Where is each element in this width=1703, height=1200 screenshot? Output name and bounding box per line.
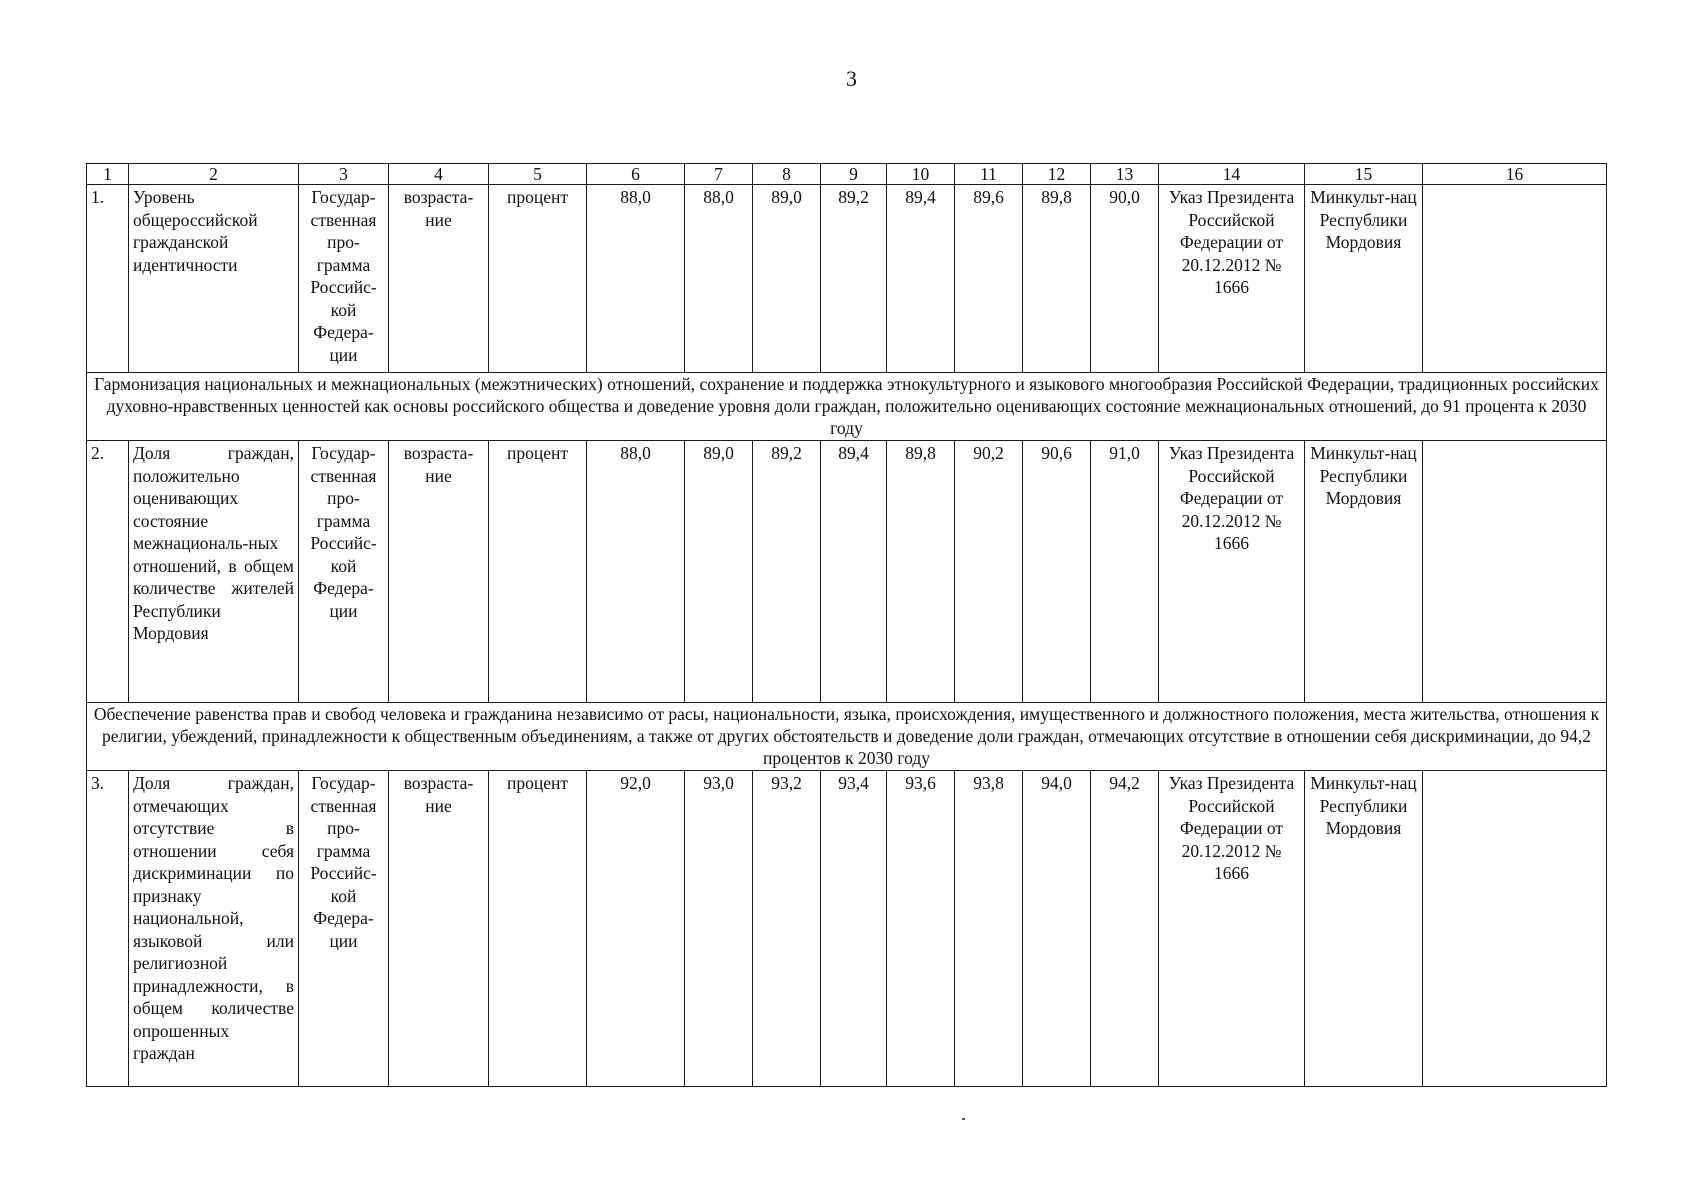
table-row (87, 185, 1607, 373)
value-cell: 90,2 (955, 441, 1023, 703)
trend: возраста-ние (389, 185, 489, 373)
column-number: 8 (753, 164, 821, 185)
row-number: 2. (87, 441, 129, 703)
value-cell: 93,8 (955, 771, 1023, 1087)
value-cell: 88,0 (587, 185, 685, 373)
page-number: 3 (846, 66, 857, 91)
value-cell: 93,4 (821, 771, 887, 1087)
column-number: 3 (299, 164, 389, 185)
column-number: 6 (587, 164, 685, 185)
value-cell: 89,6 (955, 185, 1023, 373)
value-cell: 89,8 (1023, 185, 1091, 373)
value-cell: 93,2 (753, 771, 821, 1087)
unit: процент (489, 185, 587, 373)
table-row (87, 441, 1607, 703)
value-cell: 94,0 (1023, 771, 1091, 1087)
column-number: 7 (685, 164, 753, 185)
value-cell: 89,4 (821, 441, 887, 703)
decree-reference: Указ Президента Российской Федерации от 20.12.2012 № 1666 (1159, 441, 1305, 703)
value-cell: 89,2 (753, 441, 821, 703)
column-number: 11 (955, 164, 1023, 185)
program-name: Государ-ственная про-грамма Российс-кой Федера-ции (299, 771, 389, 1087)
value-cell: 93,0 (685, 771, 753, 1087)
decree-reference: Указ Президента Российской Федерации от 20.12.2012 № 1666 (1159, 771, 1305, 1087)
column-number: 13 (1091, 164, 1159, 185)
indicator-name: Уровень общероссийской гражданской идентичности (129, 185, 299, 373)
responsible-ministry: Минкульт-нац Республики Мордовия (1305, 771, 1423, 1087)
unit: процент (489, 441, 587, 703)
unit: процент (489, 771, 587, 1087)
column-number: 9 (821, 164, 887, 185)
trend: возраста-ние (389, 441, 489, 703)
value-cell: 89,2 (821, 185, 887, 373)
column-number: 1 (87, 164, 129, 185)
trend: возраста-ние (389, 771, 489, 1087)
row-number: 1. (87, 185, 129, 373)
column-number: 15 (1305, 164, 1423, 185)
empty-cell (1423, 185, 1607, 373)
section-heading: Обеспечение равенства прав и свобод человека и гражданина независимо от расы, национальности, языка, происхождения, имущественного и должностного положения, места жительства, отношения к религии, убеждений, принадлежности к общественным объединениям, а также от других обстоятельств и доведение доли граждан, отмечающих отсутствие в отношении себя дискриминации, до 94,2 процентов к 2030 году (87, 703, 1607, 771)
program-name: Государ-ственная про-грамма Российс-кой Федера-ции (299, 441, 389, 703)
responsible-ministry: Минкульт-нац Республики Мордовия (1305, 441, 1423, 703)
value-cell: 90,0 (1091, 185, 1159, 373)
column-number-row (87, 164, 1607, 185)
value-cell: 90,6 (1023, 441, 1091, 703)
section-heading-row (87, 373, 1607, 441)
value-cell: 89,8 (887, 441, 955, 703)
responsible-ministry: Минкульт-нац Республики Мордовия (1305, 185, 1423, 373)
table-row (87, 771, 1607, 1087)
section-heading: Гармонизация национальных и межнациональных (межэтнических) отношений, сохранение и поддержка этнокультурного и языкового многообразия Российской Федерации, традиционных российских духовно-нравственных ценностей как основы российского общества и доведение уровня доли граждан, положительно оценивающих состояние межнациональных отношений, до 91 процента к 2030 году (87, 373, 1607, 441)
row-number: 3. (87, 771, 129, 1087)
value-cell: 92,0 (587, 771, 685, 1087)
empty-cell (1423, 771, 1607, 1087)
section-heading-row (87, 703, 1607, 771)
empty-cell (1423, 441, 1607, 703)
value-cell: 88,0 (587, 441, 685, 703)
program-name: Государ-ственная про-грамма Российс-кой Федера-ции (299, 185, 389, 373)
value-cell: 89,0 (685, 441, 753, 703)
indicator-name: Доля граждан, отмечающих отсутствие в отношении себя дискриминации по признаку национальной, языковой или религиозной принадлежности, в общем количестве опрошенных граждан (129, 771, 299, 1087)
indicator-name: Доля граждан, положительно оценивающих состояние межнациональ-ных отношений, в общем количестве жителей Республики Мордовия (129, 441, 299, 703)
value-cell: 91,0 (1091, 441, 1159, 703)
column-number: 10 (887, 164, 955, 185)
column-number: 16 (1423, 164, 1607, 185)
value-cell: 88,0 (685, 185, 753, 373)
decree-reference: Указ Президента Российской Федерации от 20.12.2012 № 1666 (1159, 185, 1305, 373)
value-cell: 93,6 (887, 771, 955, 1087)
scan-speck (962, 1118, 965, 1120)
value-cell: 89,4 (887, 185, 955, 373)
column-number: 14 (1159, 164, 1305, 185)
value-cell: 94,2 (1091, 771, 1159, 1087)
column-number: 2 (129, 164, 299, 185)
column-number: 4 (389, 164, 489, 185)
indicators-table (86, 163, 1607, 1087)
column-number: 5 (489, 164, 587, 185)
value-cell: 89,0 (753, 185, 821, 373)
column-number: 12 (1023, 164, 1091, 185)
